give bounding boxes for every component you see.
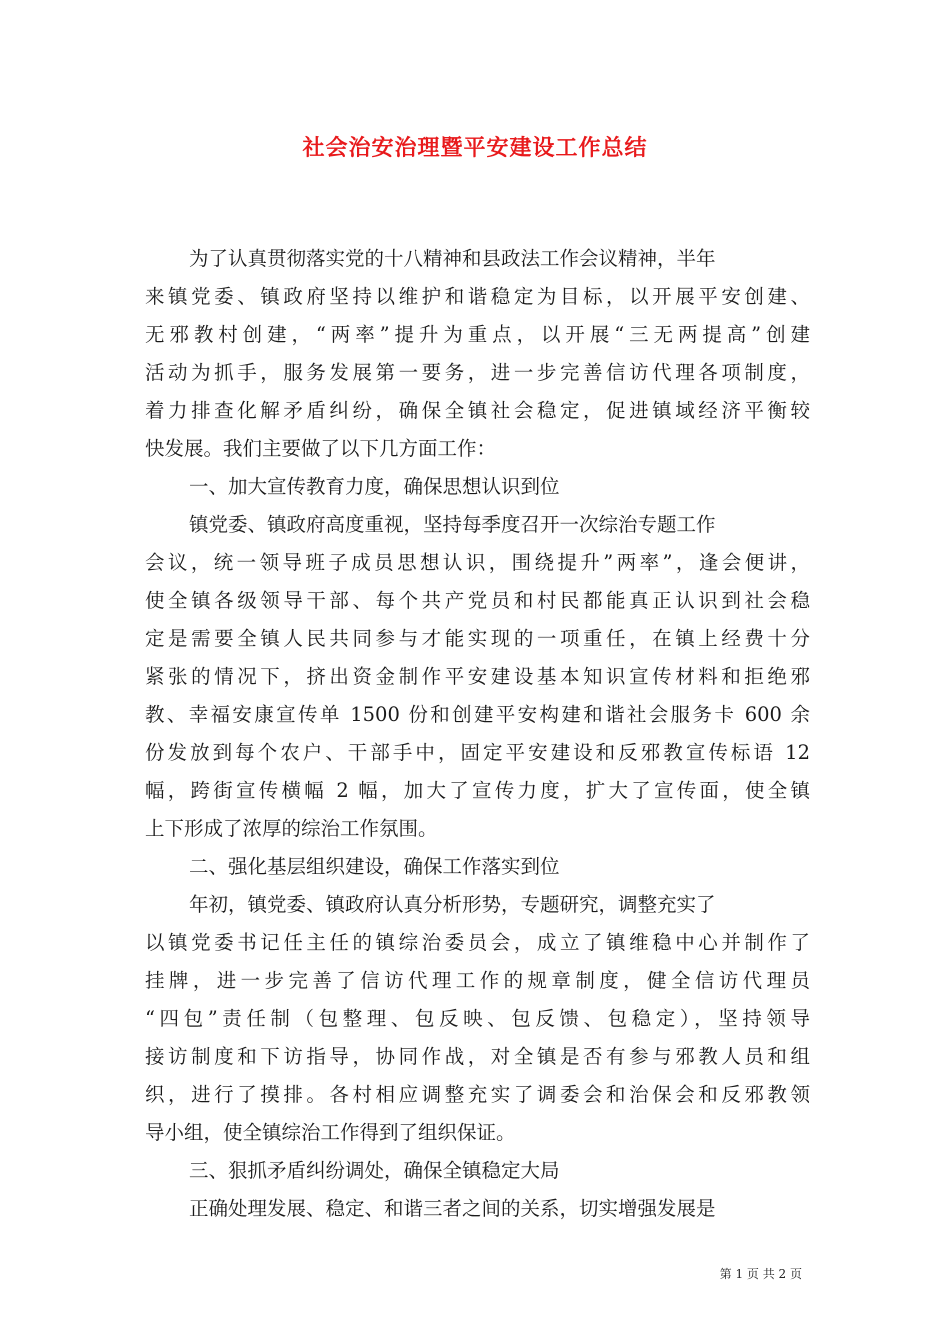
body-line: 无邪教村创建，“两率”提升为重点，以开展“三无两提高”创建 bbox=[145, 323, 810, 346]
body-line: 紧张的情况下，挤出资金制作平安建设基本知识宣传材料和拒绝邪 bbox=[145, 665, 810, 688]
body-line: 着力排查化解矛盾纠纷，确保全镇社会稳定，促进镇域经济平衡较 bbox=[145, 399, 810, 422]
section-heading: 二、强化基层组织建设，确保工作落实到位 bbox=[189, 855, 560, 878]
body-line: 活动为抓手，服务发展第一要务，进一步完善信访代理各项制度， bbox=[145, 361, 810, 384]
body-line: 快发展。我们主要做了以下几方面工作： bbox=[145, 437, 497, 460]
section-heading: 一、加大宣传教育力度，确保思想认识到位 bbox=[189, 475, 560, 498]
body-line: 来镇党委、镇政府坚持以维护和谐稳定为目标，以开展平安创建、 bbox=[145, 285, 810, 308]
body-line: 上下形成了浓厚的综治工作氛围。 bbox=[145, 817, 438, 840]
body-line: 使全镇各级领导干部、每个共产党员和村民都能真正认识到社会稳 bbox=[145, 589, 810, 612]
section-heading: 三、狠抓矛盾纠纷调处，确保全镇稳定大局 bbox=[189, 1159, 560, 1182]
body-line: 会议，统一领导班子成员思想认识，围绕提升”两率”，逢会便讲， bbox=[145, 551, 810, 574]
body-line: 正确处理发展、稳定、和谐三者之间的关系，切实增强发展是 bbox=[189, 1197, 716, 1220]
body-line: 织，进行了摸排。各村相应调整充实了调委会和治保会和反邪教领 bbox=[145, 1083, 810, 1106]
body-line: 幅，跨街宣传横幅 2 幅，加大了宣传力度，扩大了宣传面，使全镇 bbox=[145, 779, 810, 802]
page-number: 第 1 页 共 2 页 bbox=[719, 1267, 802, 1281]
body-line: 为了认真贯彻落实党的十八精神和县政法工作会议精神，半年 bbox=[189, 247, 716, 270]
body-line: 接访制度和下访指导，协同作战，对全镇是否有参与邪教人员和组 bbox=[145, 1045, 810, 1068]
body-line: “四包”责任制（包整理、包反映、包反馈、包稳定），坚持领导 bbox=[145, 1007, 810, 1030]
body-line: 导小组，使全镇综治工作得到了组织保证。 bbox=[145, 1121, 516, 1144]
body-line: 镇党委、镇政府高度重视，坚持每季度召开一次综治专题工作 bbox=[189, 513, 716, 536]
body-line: 挂牌，进一步完善了信访代理工作的规章制度，健全信访代理员 bbox=[145, 969, 810, 992]
body-line: 以镇党委书记任主任的镇综治委员会，成立了镇维稳中心并制作了 bbox=[145, 931, 810, 954]
body-line: 份发放到每个农户、干部手中，固定平安建设和反邪教宣传标语 12 bbox=[145, 741, 810, 764]
document-body bbox=[145, 240, 810, 1228]
body-line: 年初，镇党委、镇政府认真分析形势，专题研究，调整充实了 bbox=[189, 893, 716, 916]
document-title: 社会治安治理暨平安建设工作总结 bbox=[302, 135, 648, 161]
body-line: 教、幸福安康宣传单 1500 份和创建平安构建和谐社会服务卡 600 余 bbox=[145, 703, 810, 726]
body-line: 定是需要全镇人民共同参与才能实现的一项重任，在镇上经费十分 bbox=[145, 627, 810, 650]
